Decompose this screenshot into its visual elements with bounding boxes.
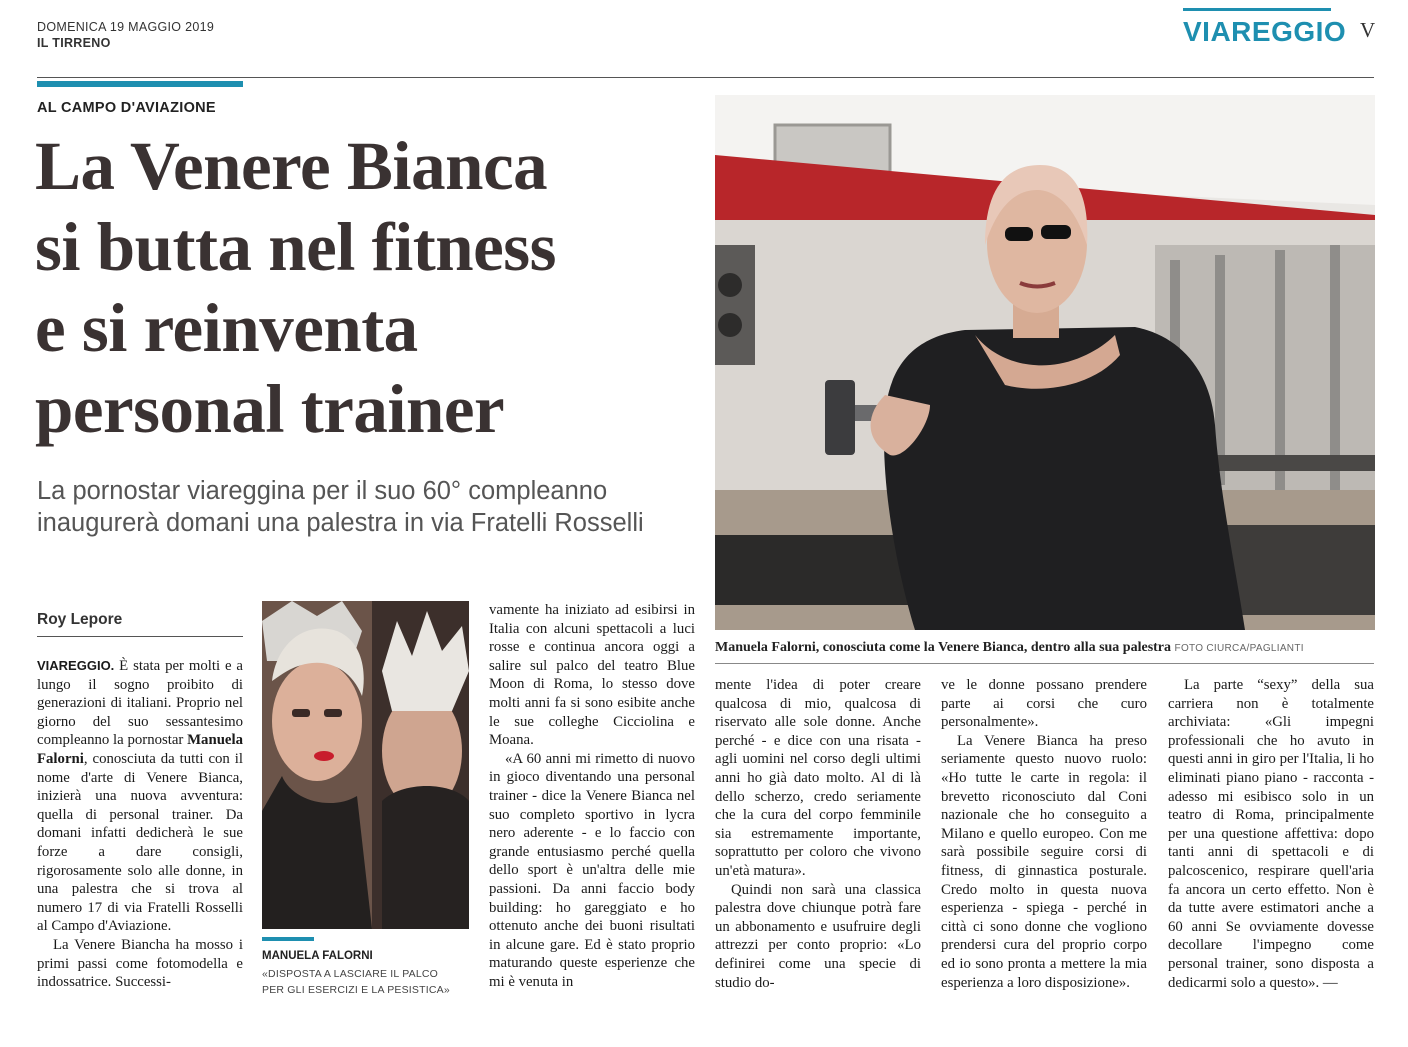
paragraph: ve le donne possano prendere parte ai corsi che curo personalmente». (941, 677, 1147, 731)
subhead-line: inaugurerà domani una palestra in via Fratelli Rosselli (37, 509, 644, 537)
inset-accent-bar (262, 937, 314, 941)
inset-caption-quote (262, 966, 472, 998)
headline-line: La Venere Bianca (35, 128, 548, 204)
paragraph: Quindi non sarà una classica palestra dove chiunque potrà fare un abbonamento e usufruire degli attrezzi per conto proprio: «Lo definirei come una specie di studio do- (715, 881, 921, 991)
main-photo (715, 95, 1375, 630)
kicker-accent-bar (37, 81, 243, 87)
paragraph: La Venere Bianca ha preso seriamente questo nuovo ruolo: «Ho tutte le carte in regola: il brevetto riconosciuto dal Coni nazionale che ho conseguito a Milano e quello europeo. Con me sarà possibile seguire corsi di fitness, di ginnastica posturale. Credo molto in questa nuova esperienza - spiega - perché in città ci sono donne che vogliono prendersi cura del proprio corpo ed io sono pronta a mettere la mia esperienza a loro disposizione». (941, 732, 1147, 991)
body-column-3 (715, 676, 921, 992)
headline (35, 126, 695, 450)
body-column-5 (1168, 676, 1374, 992)
quote-line: PER GLI ESERCIZI E LA PESISTICA» (262, 984, 450, 996)
photo-credit: FOTO CIURCA/PAGLIANTI (1174, 643, 1304, 654)
paragraph-text: , conosciuta da tutti con il nome d'arte di Venere Bianca, inizierà una nuova avventura: quella di personal trainer. Da domani infatti dedicherà le sue forze a dare consigli, rigorosamente solo alle donne, in una palestra che si trova al numero 17 di via Fratelli Rosselli al Campo d'Aviazione. (37, 750, 243, 935)
inset-photo (262, 601, 469, 929)
paragraph: La parte “sexy” della sua carriera non è totalmente archiviata: «Gli impegni professionali che ho avuto in questi anni in giro per l'Italia, li ho eliminati piano piano - racconta - adesso mi esibisco solo in un teatro di Roma, principalmente per una questione affettiva: dopo tanti anni di spettacoli e di palcoscenico, respirare quell'aria fa ancora un certo effetto. Non è da tutte avere estimatori anche a 60 anni Se ovviamente dovesse decollare l'impegno come personal trainer, sono disposta a dedicarmi solo a questo». — (1168, 677, 1374, 991)
edition-date: DOMENICA 19 MAGGIO 2019 (37, 20, 215, 34)
header-rule (37, 77, 1374, 78)
section-title: VIAREGGIO (1183, 16, 1347, 47)
person-name: Manuela Falorni (37, 732, 243, 767)
subhead-line: La pornostar viareggina per il suo 60° compleanno (37, 477, 608, 505)
body-column-1 (37, 657, 243, 992)
paragraph: mente l'idea di poter creare qualcosa di mio, qualcosa di riservato alle sole donne. Anche perché - e dice con una risata - agli uomini nel corso degli ultimi anni ho già dato molto. Al di là dello scherzo, credo seriamente che la cura del corpo femminile sia estremamente importante, soprattutto per coloro che vivono un'età matura». (715, 677, 921, 879)
quote-line: «DISPOSTA A LASCIARE IL PALCO (262, 968, 439, 980)
subheadline (37, 475, 697, 539)
body-column-4 (941, 676, 1147, 992)
paragraph: vamente ha iniziato ad esibirsi in Italia con alcuni spettacoli a luci rosse e continua ancora oggi a salire sul palco del teatro Blue Moon di Roma, lo stesso dove molti anni fa si sono esibite anche le sue colleghe Cicciolina e Moana. (489, 602, 695, 749)
newspaper-name: IL TIRRENO (37, 36, 111, 50)
paragraph: «A 60 anni mi rimetto di nuovo in gioco diventando una personal trainer - dice la Venere Bianca nel suo completo sportivo in lycra nero aderente - e lo faccio con grande entusiasmo perché quella dello sport è un'altra delle mie passioni. Da anni faccio body building: ho gareggiato e ho ottenuto anche dei buoni risultati in alcune gare. Ed è stato proprio maturando queste esperienze che mi è venuta in (489, 750, 695, 990)
body-column-2 (489, 601, 695, 991)
headline-line: e si reinventa (35, 290, 418, 366)
kicker: AL CAMPO D'AVIAZIONE (37, 100, 216, 116)
byline-rule (37, 636, 243, 637)
column-top-rule (715, 663, 1374, 664)
page-number: V (1360, 18, 1376, 42)
paragraph: La Venere Biancha ha mosso i primi passi come fotomodella e indossatrice. Successi- (37, 936, 243, 991)
headline-line: personal trainer (35, 371, 505, 447)
caption-text: Manuela Falorni, conosciuta come la Venere Bianca, dentro alla sua palestra (715, 640, 1172, 655)
author-byline: Roy Lepore (37, 611, 123, 628)
dateline: VIAREGGIO. (37, 658, 115, 673)
inset-caption-name: MANUELA FALORNI (262, 950, 373, 962)
paragraph-text: È stata per molti e a lungo il sogno proibito di generazioni di italiani. Proprio nel giorno del suo sessantesimo compleanno la pornostar (37, 658, 243, 749)
section-accent-bar (1183, 8, 1331, 11)
main-photo-caption (715, 640, 1304, 656)
headline-line: si butta nel fitness (35, 209, 556, 285)
